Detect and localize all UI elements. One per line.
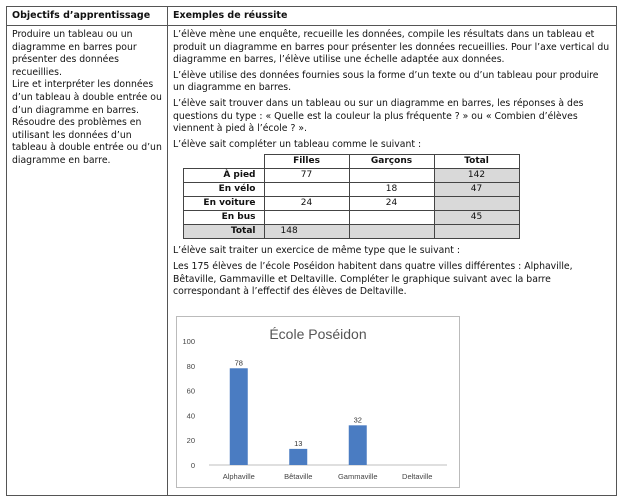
row-label: En bus xyxy=(184,211,265,225)
bar-chart xyxy=(177,317,459,487)
y-tick-label: 20 xyxy=(186,436,195,446)
example-table xyxy=(183,154,520,239)
y-tick-label: 100 xyxy=(182,337,195,346)
chart-title: École Poséidon xyxy=(269,326,367,342)
cell-garcons xyxy=(349,211,434,225)
exemple-p2: L’élève utilise des données fournies sous la forme d’un texte ou d’un tableau pour produire un diagramme en barres. xyxy=(173,69,599,94)
table-row xyxy=(184,183,520,197)
col-header-garcons: Garçons xyxy=(349,155,434,169)
row-label: À pied xyxy=(184,169,265,183)
exemple-p6: Les 175 élèves de l’école Poséidon habitent dans quatre villes différentes : Alphaville, Bêtaville, Gammaville et Deltaville. Compléter le graphique suivant avec la barre correspondant à l’effectif des élèves de Deltaville. xyxy=(173,260,573,298)
row-label: En vélo xyxy=(184,183,265,197)
exemple-p1: L’élève mène une enquête, recueille les données, compile les résultats dans un tableau et produit un diagramme en barres pour présenter les données recueillies. Pour l’axe vertical du diagramme en barres, l’élève utilise une échelle adaptée aux données. xyxy=(173,29,610,66)
exemples-column xyxy=(173,29,613,302)
bar-bêtaville xyxy=(289,449,307,465)
table-row xyxy=(184,169,520,183)
table-row xyxy=(184,197,520,211)
cell-total: 142 xyxy=(434,169,519,183)
cell-garcons: 18 xyxy=(349,183,434,197)
y-tick-label: 60 xyxy=(186,386,195,396)
objectif-2: Lire et interpréter les données d’un tableau à double entrée ou d’un diagramme en barres. xyxy=(12,79,162,116)
header-divider xyxy=(7,25,616,26)
cell-total: 47 xyxy=(434,183,519,197)
row-label: En voiture xyxy=(184,197,265,211)
chart-container xyxy=(176,316,460,488)
header-objectifs: Objectifs d’apprentissage xyxy=(12,10,151,21)
objectif-1: Produire un tableau ou un diagramme en barres pour présenter des données recueillies. xyxy=(12,29,137,78)
cell-garcons xyxy=(349,225,434,239)
cell-filles: 148 xyxy=(264,225,349,239)
x-tick-label: Gammaville xyxy=(337,472,378,481)
cell-garcons: 24 xyxy=(349,197,434,211)
data-label: 78 xyxy=(234,358,243,368)
column-divider xyxy=(167,7,168,495)
exemple-p3: L’élève sait trouver dans un tableau ou sur un diagramme en barres, les réponses à des questions du type : « Quelle est la couleur la plus fréquente ? » ou « Combien d’élèves viennent à pied à l’école ? ». xyxy=(173,97,584,135)
cell-filles xyxy=(264,211,349,225)
row-label: Total xyxy=(184,225,265,239)
exemple-p4: L’élève sait compléter un tableau comme le suivant : xyxy=(173,138,422,150)
y-tick-label: 0 xyxy=(190,461,195,470)
data-label: 32 xyxy=(353,415,362,425)
x-tick-label: Alphaville xyxy=(222,472,255,481)
objectif-3: Résoudre des problèmes en utilisant les données d’un tableau à double entrée ou d’un diagramme en barre. xyxy=(12,117,162,166)
table-corner xyxy=(184,155,265,169)
cell-total: 45 xyxy=(434,211,519,225)
cell-filles: 77 xyxy=(264,169,349,183)
cell-total xyxy=(434,225,519,239)
cell-garcons xyxy=(349,169,434,183)
cell-filles: 24 xyxy=(264,197,349,211)
exemple-p5: L’élève sait traiter un exercice de même type que le suivant : xyxy=(173,245,460,257)
col-header-total: Total xyxy=(434,155,519,169)
objectifs-column xyxy=(12,29,162,168)
x-tick-label: Deltaville xyxy=(402,472,433,481)
table-header-row xyxy=(184,155,520,169)
header-exemples: Exemples de réussite xyxy=(173,10,288,21)
bar-alphaville xyxy=(230,368,248,465)
col-header-filles: Filles xyxy=(264,155,349,169)
cell-filles xyxy=(264,183,349,197)
bar-gammaville xyxy=(349,425,367,465)
table-row xyxy=(184,225,520,239)
y-tick-label: 80 xyxy=(186,361,195,371)
y-tick-label: 40 xyxy=(186,411,195,421)
x-tick-label: Bêtaville xyxy=(284,472,313,481)
table-row xyxy=(184,211,520,225)
data-label: 13 xyxy=(294,438,303,448)
cell-total xyxy=(434,197,519,211)
